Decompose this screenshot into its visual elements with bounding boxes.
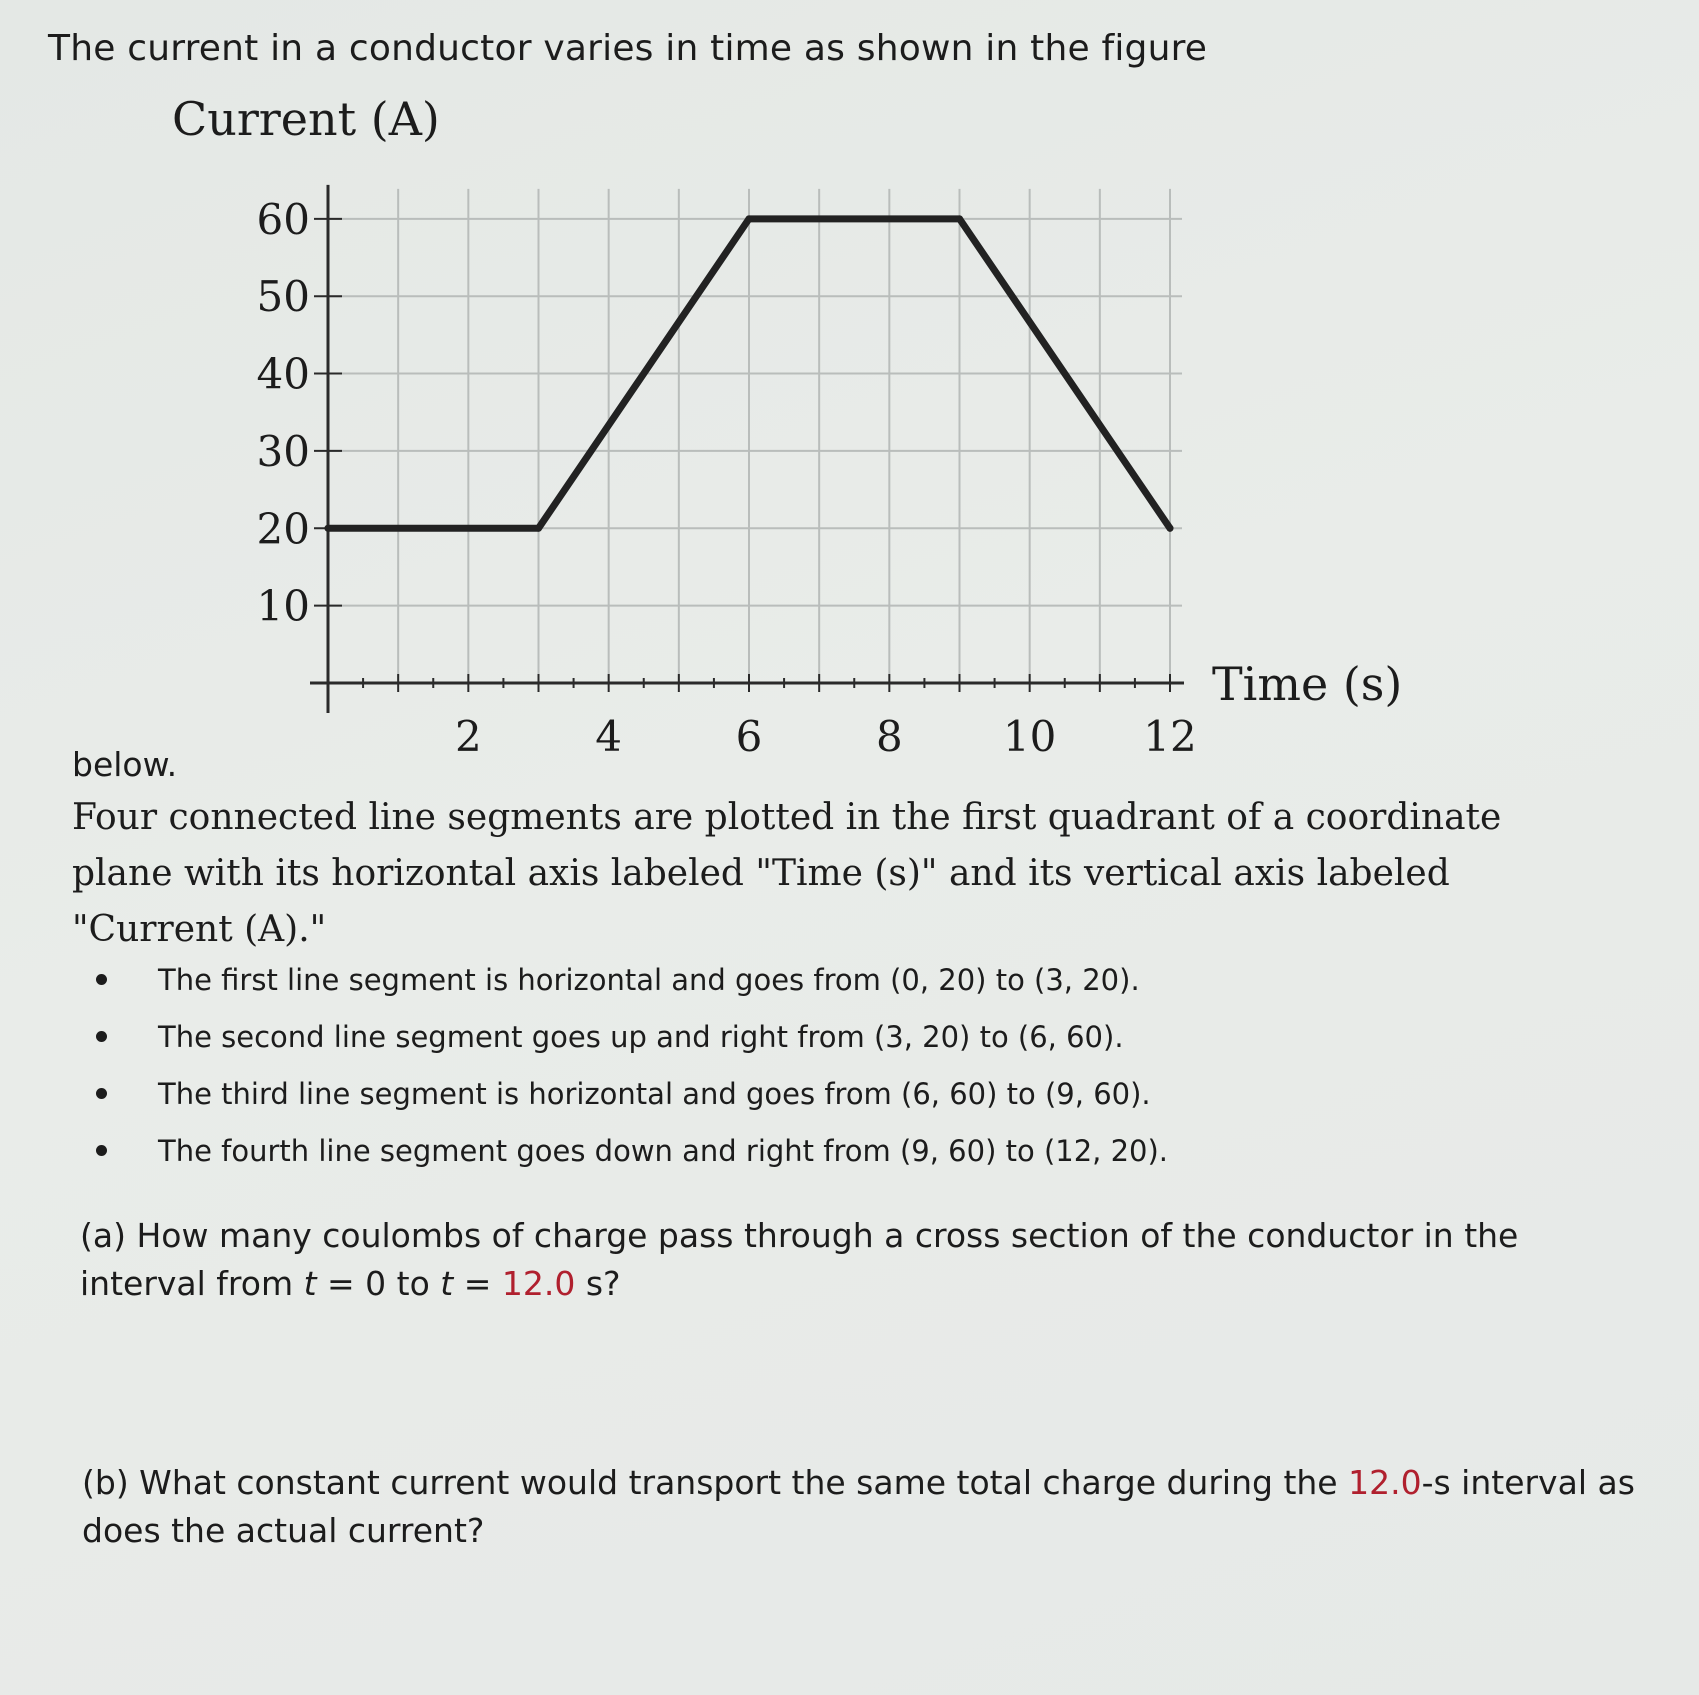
question-a-value: 12.0 <box>501 1264 576 1303</box>
x-tick-label: 12 <box>1143 712 1197 760</box>
y-tick-label: 50 <box>256 272 310 322</box>
chart-ticks <box>314 219 1170 692</box>
y-tick-label: 30 <box>256 426 310 476</box>
bullet-dot <box>96 1088 107 1099</box>
x-tick-label: 2 <box>454 712 482 760</box>
intro-text: The current in a conductor varies in time as shown in the figure <box>48 28 1208 69</box>
question-b: (b) What constant current would transport the same total charge during the 12.0-s interval as does the actual current? <box>82 1463 1635 1550</box>
chart-description: Four connected line segments are plotted in the first quadrant of a coordinate plane with its horizontal axis labeled "Time (s)" and its vertical axis labeled "Current (A)." <box>72 797 1502 950</box>
y-tick-label: 60 <box>256 194 310 244</box>
x-tick-label: 6 <box>735 712 763 760</box>
list-item: The second line segment goes up and right from (3, 20) to (6, 60). <box>92 1017 1168 1074</box>
y-tick-label: 20 <box>256 504 310 554</box>
bullet-dot <box>96 1145 107 1156</box>
list-item: The first line segment is horizontal and goes from (0, 20) to (3, 20). <box>92 960 1168 1017</box>
x-tick-label: 10 <box>1002 712 1057 760</box>
data-point <box>325 525 332 532</box>
y-axis-label: Current (A) <box>172 92 440 146</box>
chart-axes <box>310 185 1184 713</box>
question-a: (a) How many coulombs of charge pass through a cross section of the conductor in the interval from t = 0 to t = 12.0 s? <box>80 1216 1519 1303</box>
y-tick-label: 40 <box>256 349 310 399</box>
x-axis-label: Time (s) <box>1212 657 1403 711</box>
bullet-dot <box>96 974 107 985</box>
segment-list <box>92 960 1168 1188</box>
list-item: The third line segment is horizontal and goes from (6, 60) to (9, 60). <box>92 1074 1168 1131</box>
data-point <box>1167 525 1174 532</box>
list-item: The fourth line segment goes down and right from (9, 60) to (12, 20). <box>92 1131 1168 1188</box>
below-text: below. <box>72 745 178 784</box>
data-point <box>956 215 963 222</box>
question-b-value: 12.0 <box>1348 1463 1422 1502</box>
current-time-chart <box>0 0 1699 760</box>
data-point <box>535 525 542 532</box>
bullet-dot <box>96 1031 107 1042</box>
x-tick-label: 8 <box>875 712 903 760</box>
data-point <box>746 215 753 222</box>
chart-grid <box>328 189 1182 683</box>
y-tick-label: 10 <box>256 581 310 631</box>
x-tick-label: 4 <box>595 712 623 760</box>
